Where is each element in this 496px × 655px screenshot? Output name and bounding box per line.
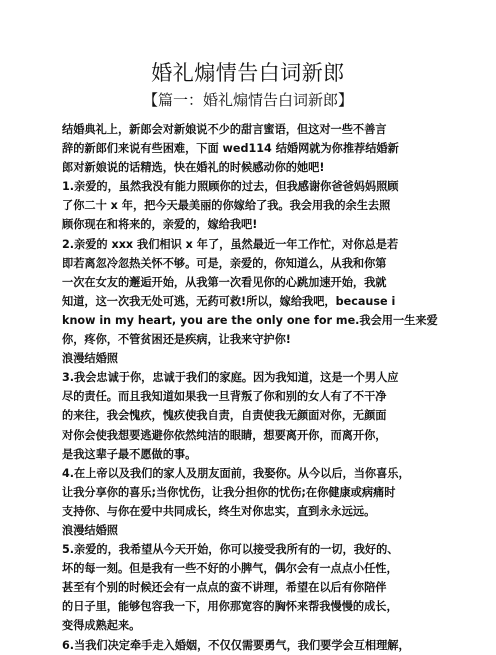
body-line: 6.当我们决定牵手走入婚姻，不仅仅需要勇气，我们要学会互相理解， [62, 638, 410, 652]
body-line: 辞的新郎们来说有些困难，下面 wed114 结婚网就为你推荐结婚新 [62, 142, 399, 156]
body-line: 结婚典礼上，新郎会对新娘说不少的甜言蜜语，但这对一些不善言 [62, 123, 387, 136]
body-line: 你，疼你，不管贫困还是疾病，让我来守护你! [62, 333, 291, 347]
body-line: 支持你、与你在爱中共同成长，终生对你忠实，直到永永远远。 [62, 504, 376, 518]
body-line: 对你会使我想要逃避你依然纯洁的眼睛，想要离开你，而离开你， [62, 428, 387, 442]
body-line: 甚至有个别的时候还会有一点点的蛮不讲理，希望在以后有你陪伴 [62, 581, 387, 595]
document-title: 婚礼煽情告白词新郎 [151, 61, 345, 85]
body-line: 了你二十 x 年，把今天最美丽的你嫁给了我。我会用我的余生去照 [62, 199, 391, 213]
body-line: 的日子里，能够包容我一下，用你那宽容的胸怀来帮我慢慢的成长， [62, 600, 398, 614]
body-line: 尽的责任。而且我知道如果我一旦背叛了你和别的女人有了不干净 [62, 390, 387, 404]
body-line: 知道，这一次我无处可逃，无药可救!所以，嫁给我吧，because i [62, 294, 396, 308]
body-line: know in my heart, you are the only one for me.我会用一生来爱 [62, 313, 438, 327]
body-line: 5.亲爱的，我希望从今天开始，你可以接受我所有的一切，我好的、 [62, 543, 399, 557]
body-line: 2.亲爱的 xxx 我们相识 x 年了，虽然最近一年工作忙，对你总是若 [62, 237, 399, 251]
body-line: 变得成熟起来。 [62, 619, 141, 633]
body-line: 的来往，我会愧疚，愧疚使我自责，自责使我无颜面对你，无颜面 [62, 409, 387, 423]
body-line: 1.亲爱的，虽然我没有能力照顾你的过去，但我感谢你爸爸妈妈照顾 [62, 180, 399, 194]
section-heading: 【篇一：婚礼煽情告白词新郎】 [142, 91, 353, 109]
body-line: 浪漫结婚照 [62, 352, 118, 366]
body-line: 是我这辈子最不愿做的事。 [62, 447, 197, 461]
body-line: 浪漫结婚照 [62, 523, 118, 537]
body-line: 让我分享你的喜乐;当你忧伤，让我分担你的忧伤;在你健康或病痛时 [62, 485, 396, 499]
body-text [62, 120, 438, 655]
body-line: 一次在女友的邂逅开始，从我第一次看见你的心跳加速开始，我就 [62, 275, 387, 289]
body-line: 郎对新娘说的话精选，快在婚礼的时候感动你的她吧! [62, 161, 325, 175]
body-line: 3.我会忠诚于你，忠诚于我们的家庭。因为我知道，这是一个男人应 [62, 371, 399, 385]
body-line: 顾你现在和将来的，亲爱的，嫁给我吧! [62, 218, 258, 232]
body-line: 4.在上帝以及我们的家人及朋友面前，我娶你。从今以后，当你喜乐， [62, 466, 410, 480]
body-line: 坏的每一刻。但是我有一些不好的小脾气，偶尔会有一点点小任性， [62, 562, 398, 576]
body-line: 即若离忽冷忽热关怀不够。可是，亲爱的，你知道么，从我和你第 [62, 256, 387, 270]
